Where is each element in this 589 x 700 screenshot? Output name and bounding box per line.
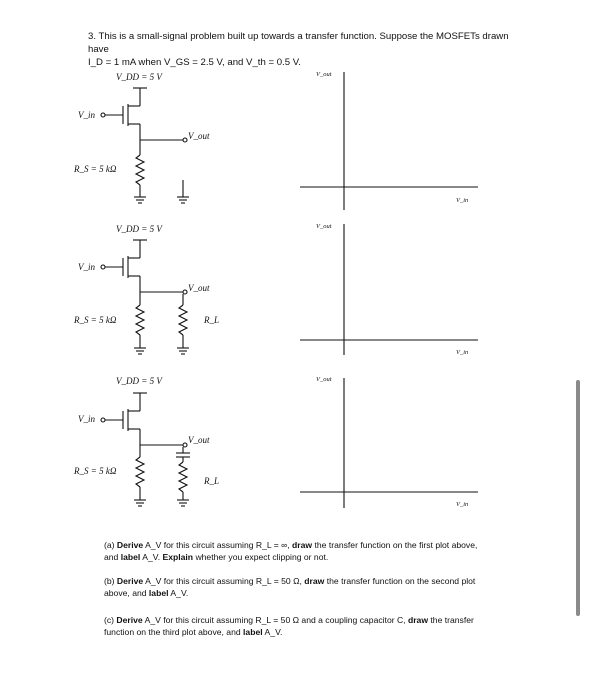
vdd-label-1: V_DD = 5 V — [116, 72, 162, 82]
plot-1-xlabel: V_in — [456, 197, 469, 204]
rs-label-1: R_S = 5 kΩ — [74, 164, 117, 174]
plot-2-xlabel: V_in — [456, 349, 469, 356]
plot-1-axes — [300, 72, 478, 210]
plot-3-axes — [300, 378, 478, 508]
plot-1-ylabel: V_out — [316, 71, 332, 78]
rs-label-2: R_S = 5 kΩ — [74, 315, 117, 325]
problem-line-2: I_D = 1 mA when V_GS = 2.5 V, and V_th = 0.5 V. — [88, 57, 301, 68]
vin-label-1: V_in — [78, 110, 95, 120]
circuit-1 — [101, 88, 189, 203]
vout-label-1: V_out — [188, 131, 210, 141]
plot-2-ylabel: V_out — [316, 223, 332, 230]
vout-label-2: V_out — [188, 283, 210, 293]
plot-3-xlabel: V_in — [456, 501, 469, 508]
vertical-scrollbar[interactable] — [576, 380, 580, 616]
rl-label-3: R_L — [204, 476, 220, 486]
rs-label-3: R_S = 5 kΩ — [74, 466, 117, 476]
circuit-2 — [101, 240, 189, 354]
circuit-3 — [101, 393, 190, 506]
part-b: (b) Derive A_V for this circuit assuming R_L = 50 Ω, draw the transfer function on the second plot above, and label A_V. — [104, 576, 476, 598]
vout-label-3: V_out — [188, 435, 210, 445]
vin-label-3: V_in — [78, 414, 95, 424]
vin-label-2: V_in — [78, 262, 95, 272]
part-a: (a) Derive A_V for this circuit assuming R_L = ∞, draw the transfer function on the first plot above, and label A_V. Explain whether you expect clipping or not. — [104, 540, 478, 562]
vdd-label-3: V_DD = 5 V — [116, 376, 162, 386]
problem-line-1: 3. This is a small-signal problem built up towards a transfer function. Suppose the MOSFETs drawn have — [88, 31, 509, 55]
plot-2-axes — [300, 224, 478, 355]
plot-3-ylabel: V_out — [316, 376, 332, 383]
vdd-label-2: V_DD = 5 V — [116, 224, 162, 234]
part-c: (c) Derive A_V for this circuit assuming R_L = 50 Ω and a coupling capacitor C, draw the transfer function on the third plot above, and label A_V. — [104, 615, 474, 637]
rl-label-2: R_L — [204, 315, 220, 325]
